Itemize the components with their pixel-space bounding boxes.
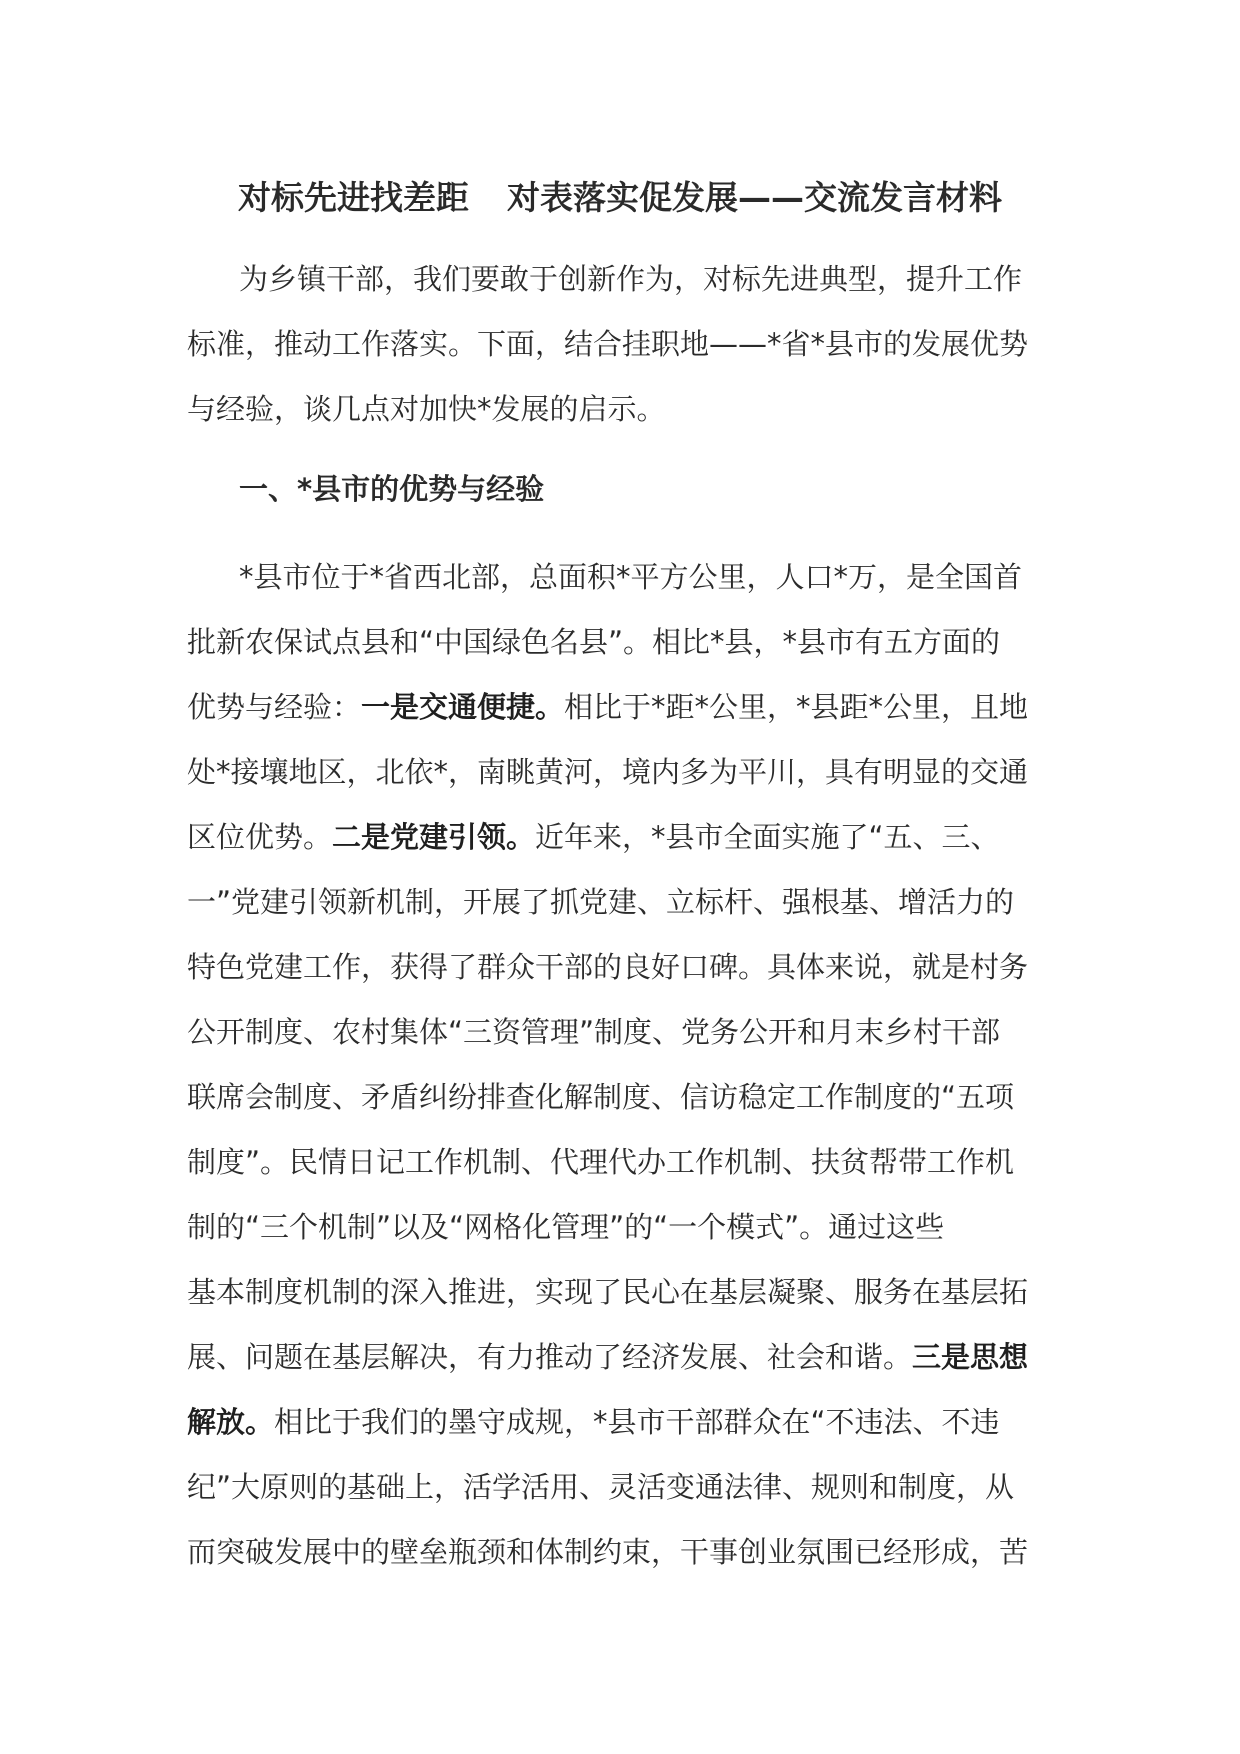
intro-paragraph [187, 247, 1053, 442]
body-line: 一”党建引领新机制，开展了抓党建、立标杆、强根基、增活力的 [187, 885, 1015, 919]
body-line: *县市位于*省西北部，总面积*平方公里，人口*万，是全国首 [239, 560, 1023, 594]
title-part-1: 对标先进找差距 [238, 178, 469, 217]
body-line: 处*接壤地区，北依*，南眺黄河，境内多为平川，具有明显的交通 [187, 755, 1029, 789]
title-part-2: 对表落实促发展——交流发言材料 [507, 178, 1002, 217]
body-line: 优势与经验：一是交通便捷。相比于*距*公里，*县距*公里，且地 [187, 690, 1029, 724]
body-line: 公开制度、农村集体“三资管理”制度、党务公开和月末乡村干部 [187, 1015, 1001, 1049]
body-paragraph [187, 545, 1053, 1585]
document-title [0, 172, 1240, 224]
body-line: 区位优势。二是党建引领。近年来，*县市全面实施了“五、三、 [187, 820, 1000, 854]
intro-line: 标准，推动工作落实。下面，结合挂职地——*省*县市的发展优势 [187, 327, 1029, 361]
body-line: 批新农保试点县和“中国绿色名县”。相比*县，*县市有五方面的 [187, 625, 1001, 659]
key-point-3-cont: 解放。 [187, 1405, 275, 1439]
intro-line: 与经验，谈几点对加快*发展的启示。 [187, 392, 666, 426]
key-point-2: 二是党建引领。 [332, 820, 536, 854]
key-point-3: 三是思想 [912, 1340, 1029, 1374]
body-line: 展、问题在基层解决，有力推动了经济发展、社会和谐。三是思想 [187, 1340, 1029, 1374]
body-line: 制的“三个机制”以及“网格化管理”的“一个模式”。通过这些 [187, 1210, 945, 1244]
body-line: 制度”。民情日记工作机制、代理代办工作机制、扶贫帮带工作机 [187, 1145, 1015, 1179]
key-point-1: 一是交通便捷。 [361, 690, 565, 724]
section-heading-1: 一、*县市的优势与经验 [239, 472, 545, 506]
body-line: 联席会制度、矛盾纠纷排查化解制度、信访稳定工作制度的“五项 [187, 1080, 1015, 1114]
body-line: 特色党建工作，获得了群众干部的良好口碑。具体来说，就是村务 [187, 950, 1029, 984]
body-line: 基本制度机制的深入推进，实现了民心在基层凝聚、服务在基层拓 [187, 1275, 1029, 1309]
intro-line: 为乡镇干部，我们要敢于创新作为，对标先进典型，提升工作 [239, 262, 1023, 296]
body-line: 而突破发展中的壁垒瓶颈和体制约束，干事创业氛围已经形成，苦 [187, 1535, 1029, 1569]
body-line: 解放。相比于我们的墨守成规，*县市干部群众在“不违法、不违 [187, 1405, 1000, 1439]
body-line: 纪”大原则的基础上，活学活用、灵活变通法律、规则和制度，从 [187, 1470, 1015, 1504]
